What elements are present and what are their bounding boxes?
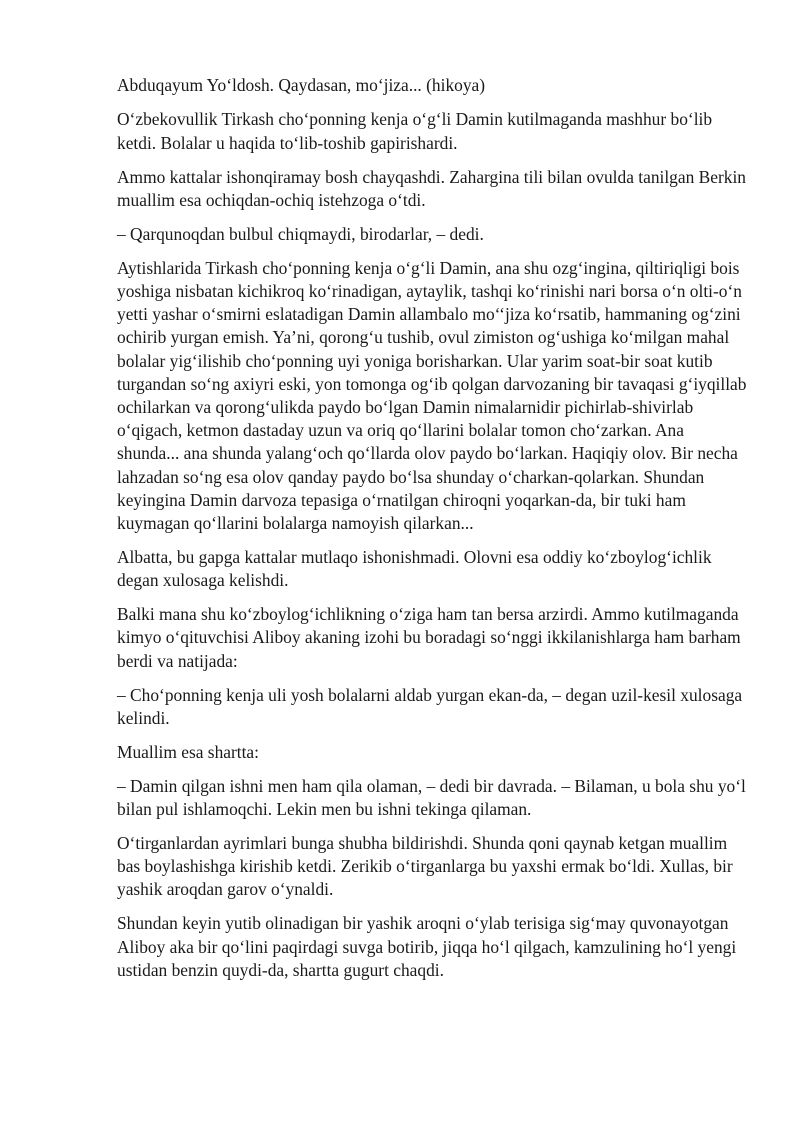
paragraph: – Qarqunoqdan bulbul chiqmaydi, birodarlar, – dedi. — [117, 223, 484, 244]
paragraph: Aytishlarida Tirkash cho‘ponning kenja o‘g‘li Damin, ana shu ozg‘ingina, qiltiriqligi bois yoshiga nisbatan kichikroq ko‘rinadigan, aytaylik, tashqi ko‘rinishi nari borsa o‘n olti-o‘n yetti yashar o‘smirni eslatadigan Damin allambalo mo‘‘jiza ko‘rsatib, hammaning og‘zini ochirib yurgan emish. Ya’ni, qorong‘u tushib, ovul zimiston og‘ushiga ko‘milgan mahal bolalar yig‘ilishib cho‘ponning uyi yoniga borisharkan. Ular yarim soat-bir soat kutib turgandan so‘ng axiyri eski, yon tomonga og‘ib qolgan darvozaning bir tavaqasi g‘iyqillab ochilarkan va qorong‘ulikda paydo bo‘lgan Damin nimalarnidir pichirlab-shivirlab o‘qigach, ketmon dastaday uzun va oriq qo‘llarini bolalar tomon cho‘zarkan. Ana shunda... ana shunda yalang‘och qo‘llarda olov paydo bo‘larkan. Haqiqiy olov. Bir necha lahzadan so‘ng esa olov qanday paydo bo‘lsa shunday o‘charkan-qolarkan. Shundan keyingina Damin darvoza tepasiga o‘rnatilgan chiroqni yoqarkan-da, bir tuki ham kuymagan qo‘llarini bolalarga namoyish qilarkan... — [117, 257, 747, 534]
paragraph: Ammo kattalar ishonqiramay bosh chayqashdi. Zahargina tili bilan ovulda tanilgan Berkin muallim esa ochiqdan-ochiq istehzoga o‘tdi. — [117, 166, 746, 210]
paragraph: Muallim esa shartta: — [117, 741, 259, 762]
paragraph: Shundan keyin yutib olinadigan bir yashik aroqni o‘ylab terisiga sig‘may quvonayotgan Aliboy aka bir qo‘lini paqirdagi suvga botirib, jiqqa ho‘l qilgach, kamzulining ho‘l yengi ustidan benzin quydi-da, shartta gugurt chaqdi. — [117, 913, 737, 980]
paragraph: Albatta, bu gapga kattalar mutlaqo ishonishmadi. Olovni esa oddiy ko‘zboylog‘ichlik degan xulosaga kelishdi. — [117, 547, 712, 591]
paragraph: O‘zbekovullik Tirkash cho‘ponning kenja o‘g‘li Damin kutilmaganda mashhur bo‘lib ketdi. Bolalar u haqida to‘lib-toshib gapirishardi. — [117, 109, 713, 153]
paragraph: – Damin qilgan ishni men ham qila olaman, – dedi bir davrada. – Bilaman, u bola shu yo‘l bilan pul ishlamoqchi. Lekin men bu ishni tekinga qilaman. — [117, 775, 746, 820]
paragraph: – Cho‘ponning kenja uli yosh bolalarni aldab yurgan ekan-da, – degan uzil-kesil xulosaga kelindi. — [117, 684, 743, 728]
document-body — [117, 74, 747, 993]
paragraph: O‘tirganlardan ayrimlari bunga shubha bildirishdi. Shunda qoni qaynab ketgan muallim bas boylashishga kirishib ketdi. Zerikib o‘tirganlarga bu yaxshi ermak bo‘ldi. Xullas, bir yashik aroqdan garov o‘ynaldi. — [117, 833, 733, 900]
paragraph: Balki mana shu ko‘zboylog‘ichlikning o‘ziga ham tan bersa arzirdi. Ammo kutilmaganda kimyo o‘qituvchisi Aliboy akaning izohi bu boradagi so‘nggi ikkilanishlarga ham barham berdi va natijada: — [117, 604, 741, 671]
document-title: Abduqayum Yo‘ldosh. Qaydasan, mo‘jiza... (hikoya) — [117, 75, 486, 95]
